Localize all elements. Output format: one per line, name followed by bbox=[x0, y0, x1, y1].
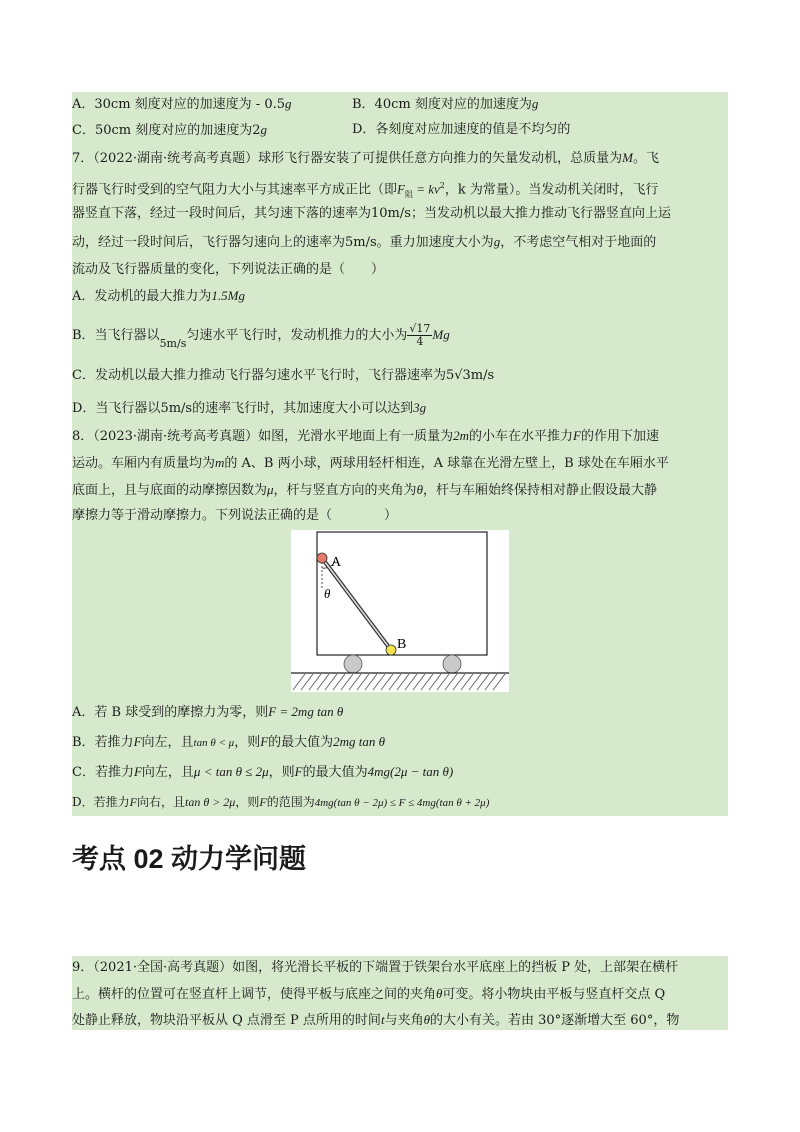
q8-stem-line-2: 运动。车厢内有质量均为m的 A、B 两小球，两球用轻杆相连，A 球靠在光滑左壁上，B 球处在车厢水平 bbox=[72, 455, 669, 471]
q7-stem-line-1: 7．（2022·湖南·统考高考真题）球形飞行器安装了可提供任意方向推力的矢量发动机，总质量为M。飞 bbox=[72, 150, 659, 166]
q8-option-d: D．若推力F向右，且tan θ > 2μ，则F的范围为4mg(tan θ − 2μ) ≤ F ≤ 4mg(tan θ + 2μ) bbox=[72, 795, 490, 809]
q7-stem-line-5: 流动及飞行器质量的变化，下列说法正确的是（ ） bbox=[72, 262, 385, 277]
ball-b bbox=[386, 645, 396, 655]
q7-option-c: C．发动机以最大推力推动飞行器匀速水平飞行时，飞行器速率为5√3m/s bbox=[72, 368, 495, 383]
q8-stem-line-1: 8．（2023·湖南·统考高考真题）如图，光滑水平地面上有一质量为2m的小车在水平推力F的作用下加速 bbox=[72, 428, 659, 444]
q9-stem-line-2: 上。横杆的位置可在竖直杆上调节，使得平板与底座之间的夹角θ可变。将小物块由平板与竖直杆交点 Q bbox=[72, 986, 666, 1002]
label-theta: θ bbox=[324, 586, 331, 601]
q7-stem-line-3: 器竖直下落，经过一段时间后，其匀速下落的速率为10m/s；当发动机以最大推力推动飞行器竖直向上运 bbox=[72, 206, 671, 221]
q6-option-a: A．30cm 刻度对应的加速度为 - 0.5g bbox=[72, 96, 292, 112]
q9-stem-line-3: 处静止释放，物块沿平板从 Q 点滑至 P 点所用的时间t与夹角θ的大小有关。若由 30°逐渐增大至 60°，物 bbox=[72, 1012, 680, 1028]
ball-a bbox=[317, 553, 327, 563]
wheel-right bbox=[443, 655, 461, 673]
q7-stem-line-2: 行器飞行时受到的空气阻力大小与其速率平方成正比（即$F_阻 = kv^2$，k 为常量）。当发动机关闭时，飞行 bbox=[72, 181, 659, 199]
q6-option-b: B．40cm 刻度对应的加速度为g bbox=[352, 96, 539, 112]
cart-diagram-svg bbox=[291, 530, 509, 692]
cart-diagram bbox=[291, 530, 509, 692]
q6-option-d: D．各刻度对应加速度的值是不均匀的 bbox=[352, 122, 571, 137]
q8-option-b: B．若推力F向左，且tan θ < μ，则F的最大值为2mg tan θ bbox=[72, 734, 386, 750]
q7-option-d: D．当飞行器以5m/s的速率飞行时，其加速度大小可以达到3g bbox=[72, 400, 427, 416]
q8-option-c: C．若推力F向左，且μ < tan θ ≤ 2μ，则F的最大值为4mg(2μ − tan θ) bbox=[72, 764, 454, 780]
fraction: $\frac{√17}{4}$ bbox=[409, 322, 431, 348]
q7-option-b: B．当飞行器以$_{5m/s}$匀速水平飞行时，发动机推力的大小为 $\frac{√17}{4}$ Mg bbox=[72, 322, 450, 350]
label-a: A bbox=[331, 555, 342, 570]
ground-hatch bbox=[293, 674, 505, 690]
label-b: B bbox=[397, 637, 407, 652]
q9-stem-line-1: 9．（2021·全国·高考真题）如图，将光滑长平板的下端置于铁架台水平底座上的挡板 P 处，上部架在横杆 bbox=[72, 960, 679, 975]
q7-option-a: A．发动机的最大推力为1.5Mg bbox=[72, 288, 245, 304]
q8-option-a: A．若 B 球受到的摩擦力为零，则F = 2mg tan θ bbox=[72, 704, 344, 720]
q8-stem-line-4: 摩擦力等于滑动摩擦力。下列说法正确的是（ ） bbox=[72, 508, 398, 523]
q7-stem-line-4: 动，经过一段时间后，飞行器匀速向上的速率为5m/s。重力加速度大小为g，不考虑空气相对于地面的 bbox=[72, 234, 657, 250]
section-heading: 考点 02 动力学问题 bbox=[72, 844, 307, 874]
q6-option-c: C．50cm 刻度对应的加速度为2g bbox=[72, 122, 268, 138]
q8-stem-line-3: 底面上，且与底面的动摩擦因数为μ，杆与竖直方向的夹角为θ，杆与车厢始终保持相对静止假设最大静 bbox=[72, 482, 657, 498]
wheel-left bbox=[344, 655, 362, 673]
